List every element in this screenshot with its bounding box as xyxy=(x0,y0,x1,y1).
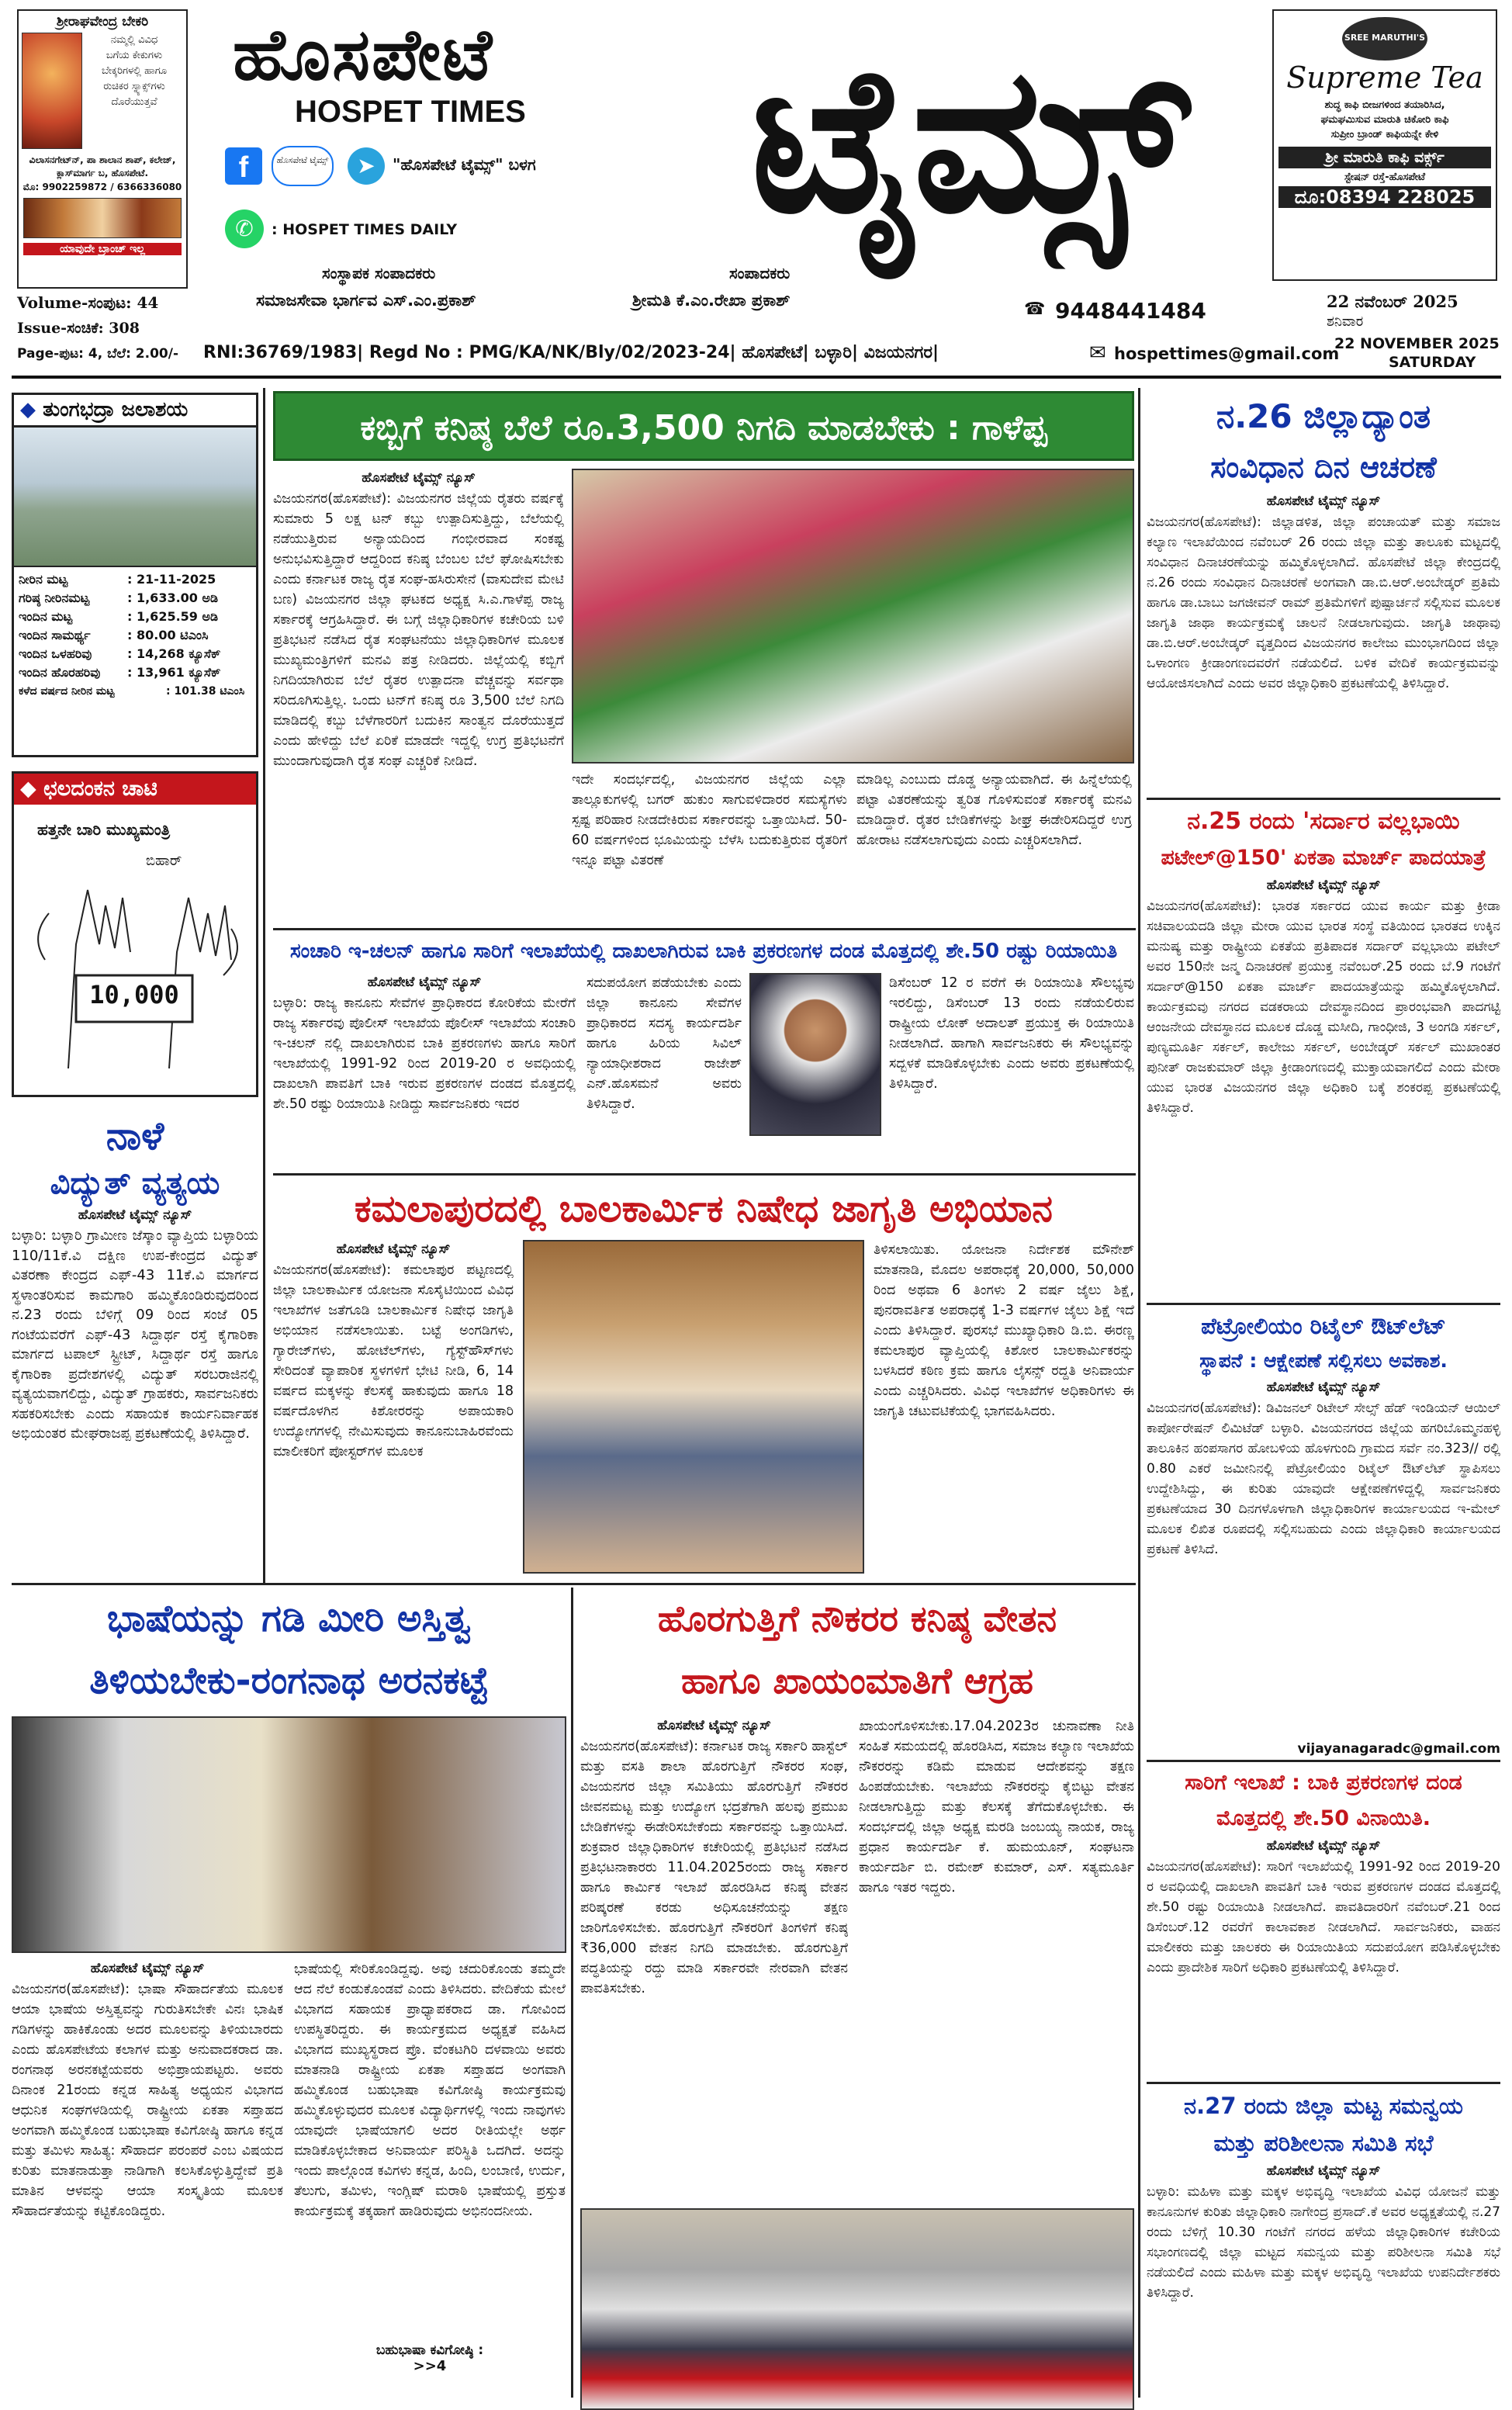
constitution-title-1: ನ.26 ಜಿಲ್ಲಾದ್ಯಾಂತ xyxy=(1216,397,1431,435)
constitution-body: ವಿಜಯನಗರ(ಹೊಸಪೇಟೆ): ಜಿಲ್ಲಾಡಳಿತ, ಜಿಲ್ಲಾ ಪಂಚಾಯತ್ ಮತ್ತು ಸಮಾಜ ಕಲ್ಯಾಣ ಇಲಾಖೆಯಿಂದ ನವೆಂಬರ್ 26 ರಂದು ಜಿಲ್ಲಾ ಮತ್ತು ತಾಲೂಕು ಮಟ್ಟದಲ್ಲಿ ಸಂವಿಧಾನ ದಿನಾಚರಣೆಯನ್ನು ಹಮ್ಮಿಕೊಳ್ಳಲಾಗಿದೆ. ಹೊಸಪೇಟೆ ಜಿಲ್ಲಾ ಕೇಂದ್ರದಲ್ಲಿ ನ.26 ರಂದು ಸಂವಿಧಾನ ದಿನಾಚರಣೆ ಅಂಗವಾಗಿ ಡಾ.ಬಿ.ಆರ್.ಅಂಬೇಡ್ಕರ್ ಪ್ರತಿಮೆ ಹಾಗೂ ಡಾ.ಬಾಬು ಜಗಜೀವನ್ ರಾಮ್ ಪ್ರತಿಮೆಗಳಿಗೆ ಪುಷ್ಪಾರ್ಚನೆ ಸಲ್ಲಿಸುವ ಮೂಲಕ ಜಾಗೃತಿ ಜಾಥಾ ಕಾರ್ಯಕ್ರಮಕ್ಕೆ ಚಾಲನೆ ನೀಡಲಾಗುವುದು. ಜಾಗೃತಿ ಜಾಥಾವು ಡಾ.ಬಿ.ಆರ್.ಅಂಬೇಡ್ಕರ್ ವೃತ್ತದಿಂದ ವಿಜಯನಗರ ಕಾಲೇಜು ಮುಂಭಾಗದಿಂದ ಜಿಲ್ಲಾ ಒಳಾಂಗಣ ಕ್ರೀಡಾಂಗಣದವರೆಗೆ ನಡೆಯಲಿದೆ. ಬಳಿಕ ವೇದಿಕೆ ಕಾರ್ಯಕ್ರಮವನ್ನು ಆಯೋಜಿಸಲಾಗಿದೆ ಎಂದು ಅವರ ಜಿಲ್ಲಾಧಿಕಾರಿ ಪ್ರಕಟಣೆಯಲ್ಲಿ ತಿಳಿಸಿದ್ದಾರೆ. xyxy=(1147,514,1500,691)
day-kannada: ಶನಿವಾರ xyxy=(1327,313,1364,330)
editor-name: ಶ್ರೀಮತಿ ಕೆ.ಎಂ.ರೇಖಾ ಪ್ರಕಾಶ್ xyxy=(632,291,791,310)
constitution-byline: ಹೊಸಪೇಟೆ ಟೈಮ್ಸ್ ನ್ಯೂಸ್ xyxy=(1266,493,1381,509)
child-article xyxy=(273,1178,1134,1589)
power-title-2: ವಿದ್ಯುತ್ ವ್ಯತ್ಯಯ xyxy=(50,1165,220,1201)
right-column xyxy=(1147,391,1500,2398)
cartoon-subcaption: ಬಿಹಾರ್ xyxy=(146,853,182,869)
whatsapp-icon[interactable]: ✆ xyxy=(225,209,264,248)
language-continued[interactable]: >>4 xyxy=(413,2358,447,2374)
judge-photo xyxy=(749,973,881,1136)
committee-body: ಬಳ್ಳಾರಿ: ಮಹಿಳಾ ಮತ್ತು ಮಕ್ಕಳ ಅಭಿವೃದ್ಧಿ ಇಲಾಖೆಯ ವಿವಿಧ ಯೋಜನೆ ಮತ್ತು ಕಾನೂನುಗಳ ಕುರಿತು ಜಿಲ್ಲಾಧಿಕಾರಿ ನಾಗೇಂದ್ರ ಪ್ರಸಾದ್.ಕೆ ಅವರ ಅಧ್ಯಕ್ಷತೆಯಲ್ಲಿ ನ.27 ರಂದು ಬೆಳಿಗ್ಗೆ 10.30 ಗಂಟೆಗೆ ನಗರದ ಹಳೆಯ ಜಿಲ್ಲಾಧಿಕಾರಿಗಳ ಕಚೇರಿಯ ಸಭಾಂಗಣದಲ್ಲಿ ಜಿಲ್ಲಾ ಮಟ್ಟದ ಸಮನ್ವಯ ಮತ್ತು ಪರಿಶೀಲನಾ ಸಮಿತಿ ಸಭೆ ನಡೆಯಲಿದೆ ಎಂದು ಮಹಿಳಾ ಮತ್ತು ಮಕ್ಕಳ ಅಭಿವೃದ್ಧಿ ಇಲಾಖೆಯ ಉಪನಿರ್ದೇಶಕರು ತಿಳಿಸಿದ್ದಾರೆ. xyxy=(1147,2184,1500,2301)
petrol-title-2: ಸ್ಥಾಪನೆ : ಆಕ್ಷೇಪಣೆ ಸಲ್ಲಿಸಲು ಅವಕಾಶ. xyxy=(1199,1349,1448,1372)
language-article xyxy=(12,1588,566,2394)
water-drop-icon: ◆ xyxy=(20,398,36,421)
date-kannada: 22 ನವೆಂಬರ್ 2025 xyxy=(1327,292,1458,311)
sardar-title-2: ಪಟೇಲ್@150' ಏಕತಾ ಮಾರ್ಚ್ ಪಾದಯಾತ್ರೆ xyxy=(1161,846,1486,870)
language-col1: ವಿಜಯನಗರ(ಹೊಸಪೇಟೆ): ಭಾಷಾ ಸೌಹಾರ್ದತೆಯ ಮೂಲಕ ಆಯಾ ಭಾಷೆಯ ಅಸ್ತಿತ್ವವನ್ನು ಗುರುತಿಸಬೇಕೇ ವಿನಃ ಭಾಷಿಕ ಗಡಿಗಳನ್ನು ಹಾಕಿಕೊಂಡು ಅದರ ಮೂಲವನ್ನು ತಿಳಿಯಬಾರದು ಎಂದು ಹೊಸಪೇಟೆಯ ಕಲಾಗಳ ಮತ್ತು ಅನುವಾದಕರಾದ ಡಾ. ರಂಗನಾಥ ಅರನಕಟ್ಟೆಯವರು ಅಭಿಪ್ರಾಯಪಟ್ಟರು. ಅವರು ದಿನಾಂಕ 21ರಂದು ಕನ್ನಡ ಸಾಹಿತ್ಯ ಅಧ್ಯಯನ ವಿಭಾಗದ ಆಧುನಿಕ ಸಂಘಗಳಡಿಯಲ್ಲಿ ರಾಷ್ಟ್ರೀಯ ಏಕತಾ ಸಪ್ತಾಹದ ಅಂಗವಾಗಿ ಹಮ್ಮಿಕೊಂಡ ಬಹುಭಾಷಾ ಕವಿಗೋಷ್ಠಿ ಹಾಗೂ ಕನ್ನಡ ಮತ್ತು ತಮಿಳು ಸಾಹಿತ್ಯ: ಸೌಹಾರ್ದ ಪರಂಪರೆ ಎಂಬ ವಿಷಯದ ಕುರಿತು ಮಾತನಾಡುತ್ತಾ ನಾಡಿಗಾಗಿ ಕಲಸಿಕೊಳ್ಳುತ್ತಿದ್ದೇವೆ ಪ್ರತಿ ಮಾತಿನ ಆಳವನ್ನು ಆಯಾ ಸಂಸ್ಕೃತಿಯ ಮೂಲಕ ಸೌಹಾರ್ದತೆಯನ್ನು ಕಟ್ಟಿಕೊಂಡಿದ್ದರು. xyxy=(12,1982,283,2219)
hr-3 xyxy=(12,1583,1136,1585)
tea-ad xyxy=(1272,9,1497,281)
outsource-headline-2: ಹಾಗೂ ಖಾಯಂಮಾತಿಗೆ ಆಗ್ರಹ xyxy=(681,1660,1033,1702)
tea-phone: ದೂ:08394 228025 xyxy=(1278,186,1491,208)
transport-title-1: ಸಾರಿಗೆ ಇಲಾಖೆ : ಬಾಕಿ ಪ್ರಕರಣಗಳ ದಂಡ xyxy=(1185,1771,1462,1795)
dam-row xyxy=(19,589,251,608)
cartoon-hands-illustration xyxy=(14,805,259,1084)
vdivider-bottom xyxy=(571,1588,573,2398)
bakery-footer: ಯಾವುದೇ ಬ್ರಾಂಚ್ ಇಲ್ಲ xyxy=(23,243,182,255)
founder-name: ಸಮಾಜಸೇವಾ ಭಾರ್ಗವ ಎಸ್.ಎಂ.ಪ್ರಕಾಶ್ xyxy=(256,291,476,310)
bakery-ad-title: ಶ್ರೀರಾಘವೇಂದ್ರ ಬೇಕರಿ xyxy=(56,14,149,29)
tea-brand: SREE MARUTHI'S xyxy=(1342,17,1427,61)
registration-line: RNI:36769/1983| Regd No : PMG/KA/NK/Bly/02/2023-24| ಹೊಸಪೇಟೆ| ಬಳ್ಳಾರಿ| ವಿಜಯನಗರ| xyxy=(203,343,939,362)
committee-byline: ಹೊಸಪೇಟೆ ಟೈಮ್ಸ್ ನ್ಯೂಸ್ xyxy=(1266,2163,1381,2179)
dam-row-label: ಇಂದಿನ ಒಳಹರಿವು xyxy=(19,646,92,661)
whatsapp-text: : HOSPET TIMES DAILY xyxy=(272,221,458,238)
editor-label: ಸಂಪಾದಕರು xyxy=(729,264,791,282)
traffic-col2: ಸದುಪಯೋಗ ಪಡೆಯಬೇಕು ಎಂದು ಜಿಲ್ಲಾ ಕಾನೂನು ಸೇವೆಗಳ ಪ್ರಾಧಿಕಾರದ ಸದಸ್ಯ ಕಾರ್ಯದರ್ಶಿ ಹಾಗೂ ಹಿರಿಯ ಸಿವಿಲ್ ನ್ಯಾಯಾಧೀಶರಾದ ರಾಜೇಶ್ ಎನ್.ಹೊಸಮನೆ ಅವರು ತಿಳಿಸಿದ್ದಾರೆ. xyxy=(586,975,742,1112)
dam-photo xyxy=(14,428,256,567)
traffic-col3: ಡಿಸೆಂಬರ್ 12 ರ ವರೆಗೆ ಈ ರಿಯಾಯಿತಿ ಸೌಲಭ್ಯವು ಇರಲಿದ್ದು, ಡಿಸೆಂಬರ್ 13 ರಂದು ನಡೆಯಲಿರುವ ರಾಷ್ಟ್ರೀಯ ಲೋಕ್ ಅದಾಲತ್ ಪ್ರಯುಕ್ತ ಈ ರಿಯಾಯಿತಿ ನೀಡಲಾಗಿದೆ. ಹಾಗಾಗಿ ಸಾರ್ವಜನಿಕರು ಈ ಸೌಲಭ್ಯವನ್ನು ಸದ್ಬಳಕೆ ಮಾಡಿಕೊಳ್ಳಬೇಕು ಎಂದು ಅವರು ಪ್ರಕಟಣೆಯಲ್ಲಿ ತಿಳಿಸಿದ್ದಾರೆ. xyxy=(889,975,1134,1092)
language-headline-1: ಭಾಷೆಯನ್ನು ಗಡಿ ಮೀರಿ ಅಸ್ತಿತ್ವ xyxy=(106,1597,472,1640)
dam-row-value: : 1,633.00 ಅಡಿ xyxy=(127,590,219,605)
dam-row-value: : 13,961 ಕ್ಯೂಸೆಕ್ xyxy=(127,665,221,680)
dam-row xyxy=(19,626,251,645)
petrol-title-1: ಪೆಟ್ರೋಲಿಯಂ ರಿಟೈಲ್ ಔಟ್‌ಲೆಟ್ xyxy=(1201,1313,1446,1339)
dam-row-value: : 14,268 ಕ್ಯೂಸೆಕ್ xyxy=(127,646,221,661)
bakery-line-4: ರುಚಿಕರ ಸ್ನ್ಯಾಕ್ಸ್‌ಗಳು ದೊರೆಯುತ್ತವೆ xyxy=(103,81,165,108)
language-col2: ಭಾಷೆಯಲ್ಲಿ ಸೇರಿಕೊಂಡಿದ್ದವು. ಅವು ಚದುರಿಕೊಂಡು ತಮ್ಮದೇ ಆದ ನೆಲೆ ಕಂಡುಕೊಂಡವೆ ಎಂದು ತಿಳಿಸಿದರು. ವೇದಿಕೆಯ ಮೇಲೆ ವಿಭಾಗದ ಸಹಾಯಕ ಪ್ರಾಧ್ಯಾಪಕರಾದ ಡಾ. ಗೋವಿಂದ ಉಪಸ್ಥಿತರಿದ್ದರು. ಈ ಕಾರ್ಯಕ್ರಮದ ಅಧ್ಯಕ್ಷತೆ ವಹಿಸಿದ ವಿಭಾಗದ ಮುಖ್ಯಸ್ಥರಾದ ಪ್ರೊ. ವೆಂಕಟಗಿರಿ ದಳವಾಯಿ ಅವರು ಮಾತನಾಡಿ ರಾಷ್ಟ್ರೀಯ ಏಕತಾ ಸಪ್ತಾಹದ ಅಂಗವಾಗಿ ಹಮ್ಮಿಕೊಂಡ ಬಹುಭಾಷಾ ಕವಿಗೋಷ್ಠಿ ಕಾರ್ಯಕ್ರಮವು ಹಮ್ಮಿಕೊಳ್ಳುವುದರ ಮೂಲಕ ವಿದ್ಯಾರ್ಥಿಗಳಲ್ಲಿ ಇಂದು ನಾವುಗಳು ಯಾವುದೇ ಭಾಷೆಯಾಗಲಿ ಅದರ ರೀತಿಯಲ್ಲೇ ಅರ್ಥ ಮಾಡಿಕೊಳ್ಳಬೇಕಾದ ಅನಿವಾರ್ಯ ಪರಿಸ್ಥಿತಿ ಒದಗಿದೆ. ಅದನ್ನು ಇಂದು ಪಾಲ್ಗೊಂಡ ಕವಿಗಳು ಕನ್ನಡ, ಹಿಂದಿ, ಲಂಬಾಣಿ, ಉರ್ದು, ತೆಲುಗು, ತಮಿಳು, ಇಂಗ್ಲಿಷ್ ಮರಾಠಿ ಭಾಷೆಯಲ್ಲಿ ಪ್ರಸ್ತುತ ಕಾರ್ಯಕ್ರಮಕ್ಕೆ ತಕ್ಕಹಾಗೆ ಹಾಡಿರುವುದು ಅಭಿನಂದನೀಯ. xyxy=(294,1962,566,2219)
hr-2 xyxy=(273,1173,1136,1176)
language-caption: ಬಹುಭಾಷಾ ಕವಿಗೋಷ್ಠಿ : xyxy=(375,2342,484,2358)
dam-row xyxy=(19,663,251,682)
phone-icon: ☎ xyxy=(1024,300,1046,319)
dam-box xyxy=(12,393,258,757)
telegram-text: "ಹೊಸಪೇಟೆ ಟೈಮ್ಸ್" ಬಳಗ xyxy=(393,155,536,174)
traffic-article xyxy=(273,934,1134,1175)
sardar-body: ವಿಜಯನಗರ(ಹೊಸಪೇಟೆ): ಭಾರತ ಸರ್ಕಾರದ ಯುವ ಕಾರ್ಯ ಮತ್ತು ಕ್ರೀಡಾ ಸಚಿವಾಲಯದಡಿ ಜಿಲ್ಲಾ ಮೇರಾ ಯುವ ಭಾರತ ಸಂಸ್ಥೆ ವತಿಯಿಂದ ಭಾರತದ ಉಕ್ಕಿನ ಮನುಷ್ಯ ಮತ್ತು ರಾಷ್ಟ್ರೀಯ ಏಕತೆಯ ಪ್ರತಿಪಾದಕ ಸರ್ದಾರ್ ವಲ್ಲಭಾಯಿ ಪಟೇಲ್ ಅವರ 150ನೇ ಜನ್ಮ ದಿನಾಚರಣೆ ಪ್ರಯುಕ್ತ ನವೆಂಬರ್.25 ರಂದು ಬೆ.9 ಗಂಟೆಗೆ ಸರ್ದಾರ್@150 ಏಕತಾ ಮಾರ್ಚ್ ಪಾದಯಾತ್ರೆಯನ್ನು ಹಮ್ಮಿಕೊಳ್ಳಲಾಗಿದೆ. ಕಾರ್ಯಕ್ರಮವು ನಗರದ ವಡಕರಾಯ ದೇವಸ್ಥಾನದಿಂದ ಪ್ರಾರಂಭವಾಗಿ ಪಾದಗಟ್ಟಿ ಆಂಜನೇಯ ದೇವಸ್ಥಾನದ ಮೂಲಕ ದೊಡ್ಡ ಮಸೀದಿ, ಗಾಂಧೀಜಿ, 3 ಅಂಗಡಿ ಸರ್ಕಲ್, ಪುಣ್ಯಮೂರ್ತಿ ಸರ್ಕಲ್, ಕಾಲೇಜು ಸರ್ಕಲ್, ಅಂಬೇಡ್ಕರ್ ಸರ್ಕಲ್ ಮುಖಾಂತರ ಪುನೀತ್ ರಾಜಕುಮಾರ್ ಜಿಲ್ಲಾ ಕ್ರೀಡಾಂಗಣದಲ್ಲಿ ಮುಕ್ತಾಯವಾಗಲಿದೆ ಎಂದು ಮೇರಾ ಯುವ ಭಾರತ ವಿಜಯನಗರ ಜಿಲ್ಲಾ ಅಧಿಕಾರಿ ಬಕ್ಕೆ ಶಂಕರಪ್ಪ ಪ್ರಕಟಣೆಯಲ್ಲಿ ತಿಳಿಸಿದ್ದಾರೆ. xyxy=(1147,899,1500,1116)
cartoon-placard: 10,000 xyxy=(89,980,179,1009)
dam-row-label: ಕಳೆದ ವರ್ಷದ ನೀರಿನ ಮಟ್ಟ xyxy=(19,685,115,698)
protest-photo xyxy=(572,469,1134,764)
outsource-headline-1: ಹೊರಗುತ್ತಿಗೆ ನೌಕರರ ಕನಿಷ್ಠ ವೇತನ xyxy=(657,1598,1057,1640)
cartoon-drawing xyxy=(14,805,256,1084)
left-divider xyxy=(263,388,265,1583)
dam-row xyxy=(19,682,251,701)
dam-row-label: ಗರಿಷ್ಠ ನೀರಿನಮಟ್ಟ xyxy=(19,590,90,605)
dam-row-label: ಇಂದಿನ ಸಾಮರ್ಥ್ಯ xyxy=(19,628,91,642)
social-label: ಹೊಸಪೇಟೆ ಟೈಮ್ಸ್ xyxy=(272,146,334,186)
language-photo xyxy=(12,1716,566,1953)
hr-r2 xyxy=(1147,1303,1500,1305)
child-photo xyxy=(523,1240,864,1574)
email[interactable]: hospettimes@gmail.com xyxy=(1114,345,1340,363)
dam-title xyxy=(14,395,256,428)
masthead xyxy=(0,0,1512,403)
dam-row-label: ಇಂದಿನ ಹೊರಹರಿವು xyxy=(19,665,101,680)
constitution-title-2: ಸಂವಿಧಾನ ದಿನ ಆಚರಣೆ xyxy=(1210,450,1437,484)
language-byline: ಹೊಸಪೇಟೆ ಟೈಮ್ಸ್ ನ್ಯೂಸ್ xyxy=(90,1961,205,1976)
transport-byline: ಹೊಸಪೇಟೆ ಟೈಮ್ಸ್ ನ್ಯೂಸ್ xyxy=(1266,1838,1381,1854)
date-english: 22 NOVEMBER 2025 xyxy=(1334,335,1500,352)
dam-row-value: : 21-11-2025 xyxy=(127,572,216,587)
tea-address: ಸ್ಟೇಷನ್ ರಸ್ತೆ-ಹೊಸಪೇಟೆ xyxy=(1344,171,1426,183)
dam-row xyxy=(19,570,251,589)
dam-row-value: : 101.38 ಟಿಎಂಸಿ xyxy=(166,685,245,698)
title-big: ಟೈಮ್ಸ್ xyxy=(750,21,1189,258)
transport-body: ವಿಜಯನಗರ(ಹೊಸಪೇಟೆ): ಸಾರಿಗೆ ಇಲಾಖೆಯಲ್ಲಿ 1991-92 ರಿಂದ 2019-20 ರ ಅವಧಿಯಲ್ಲಿ ದಾಖಲಾಗಿ ಪಾವತಿಗೆ ಬಾಕಿ ಇರುವ ಪ್ರಕರಣಗಳ ದಂಡದ ಮೊತ್ತದಲ್ಲಿ ಶೇ.50 ರಷ್ಟು ರಿಯಾಯಿತಿ ನೀಡಲಾಗಿದೆ. ಪಾವತಿದಾರರಿಗೆ ನವೆಂಬರ್.21 ರಿಂದ ಡಿಸೆಂಬರ್.12 ರವರೆಗೆ ಕಾಲಾವಕಾಶ ನೀಡಲಾಗಿದೆ. ಸಾರ್ವಜನಿಕರು, ವಾಹನ ಮಾಲೀಕರು ಮತ್ತು ಚಾಲಕರು ಈ ರಿಯಾಯಿತಿಯ ಸದುಪಯೋಗ ಪಡಿಸಿಕೊಳ್ಳಬೇಕು ಎಂದು ಪ್ರಾದೇಶಿಕ ಸಾರಿಗೆ ಅಧಿಕಾರಿ ಪ್ರಕಟಣೆಯಲ್ಲಿ ತಿಳಿಸಿದ್ದಾರೆ. xyxy=(1147,1859,1500,1975)
whip-icon: ◆ xyxy=(20,777,36,801)
petrol-body: ವಿಜಯನಗರ(ಹೊಸಪೇಟೆ): ಡಿವಿಜನಲ್ ರಿಟೇಲ್ ಸೇಲ್ಸ್ ಹೆಡ್ ಇಂಡಿಯನ್ ಆಯಿಲ್ ಕಾರ್ಪೋರೇಷನ್ ಲಿಮಿಟೆಡ್ ಬಳ್ಳಾರಿ. ವಿಜಯನಗರದ ಜಿಲ್ಲೆಯ ಹಗರಿಬೊಮ್ಮನಹಳ್ಳಿ ತಾಲೂಕಿನ ಹಂಪಸಾಗರ ಹೋಬಳಿಯ ಹೊಳಗುಂದಿ ಗ್ರಾಮದ ಸರ್ವೆ ನಂ.323// ರಲ್ಲಿ 0.80 ಎಕರೆ ಜಮೀನಿನಲ್ಲಿ ಪೆಟ್ರೋಲಿಯಂ ರಿಟೈಲ್ ಔಟ್‌ಲೆಟ್ ಸ್ಥಾಪಿಸಲು ಉದ್ದೇಶಿಸಿದ್ದು, ಈ ಕುರಿತು ಯಾವುದೇ ಆಕ್ಷೇಪಣೆಗಳಿದ್ದಲ್ಲಿ ಸಾರ್ವಜನಿಕರು ಪ್ರಕಟಣೆಯಾದ 30 ದಿನಗಳೊಳಗಾಗಿ ಜಿಲ್ಲಾಧಿಕಾರಿಗಳ ಕಾರ್ಯಾಲಯದ ಇ-ಮೇಲ್ ಮೂಲಕ ಲಿಖಿತ ರೂಪದಲ್ಲಿ ಸಲ್ಲಿಸಬಹುದು ಎಂದು ಜಿಲ್ಲಾಧಿಕಾರಿ ಕಾರ್ಯಾಲಯದ ಪ್ರಕಟಣೆ ತಿಳಿಸಿದೆ. xyxy=(1147,1401,1500,1557)
sardar-byline: ಹೊಸಪೇಟೆ ಟೈಮ್ಸ್ ನ್ಯೂಸ್ xyxy=(1266,878,1381,893)
founder-label: ಸಂಸ್ಥಾಪಕ ಸಂಪಾದಕರು xyxy=(322,264,436,282)
dam-row-value: : 80.00 ಟಿಎಂಸಿ xyxy=(127,628,209,642)
title-english: HOSPET TIMES xyxy=(295,95,526,129)
bakery-line-3: ಬೇಕ್ಕರಿಗಳಲ್ಲಿ ಹಾಗೂ xyxy=(101,65,168,77)
power-body: ಬಳ್ಳಾರಿ: ಬಳ್ಳಾರಿ ಗ್ರಾಮೀಣ ಜೆಸ್ಕಾಂ ವ್ಯಾಪ್ತಿಯ ಬಳ್ಳಾರಿಯ 110/11ಕೆ.ವಿ ದಕ್ಷಿಣ ಉಪ-ಕೇಂದ್ರದ ವಿದ್ಯುತ್ ವಿತರಣಾ ಕೇಂದ್ರದ ಎಫ್-43 11ಕೆ.ವಿ ಮಾರ್ಗದ ಸ್ಥಳಾಂತರಿಸುವ ಕಾಮಗಾರಿ ಹಮ್ಮಿಕೊಂಡಿರುವುದರಿಂದ ನ.23 ರಂದು ಬೆಳಿಗ್ಗೆ 09 ರಿಂದ ಸಂಜೆ 05 ಗಂಟೆಯವರೆಗೆ ಎಫ್-43 ಸಿದ್ದಾರ್ಥ ರಸ್ತೆ ಕೈಗಾರಿಕಾ ಮಾರ್ಗದ ಟಪಾಲ್ ಸ್ಟ್ರೀಟ್, ಸಿದ್ದಾರ್ಥ ರಸ್ತೆ ಹಾಗೂ ಕೈಗಾರಿಕಾ ಪ್ರದೇಶಗಳಲ್ಲಿ ವಿದ್ಯುತ್ ಸರಬರಾಜಿನಲ್ಲಿ ವ್ಯತ್ಯಯವಾಗಲಿದ್ದು, ವಿದ್ಯುತ್ ಗ್ರಾಹಕರು, ಸಾರ್ವಜನಿಕರು ಸಹಕರಿಸಬೇಕು ಎಂದು ಸಹಾಯಕ ಕಾರ್ಯನಿರ್ವಾಹಕ ಅಭಿಯಂತರ ಮೇಘರಾಜಪ್ಪ ಪ್ರಕಟಣೆಯಲ್ಲಿ ತಿಳಿಸಿದ್ದಾರೆ. xyxy=(12,1228,258,1442)
traffic-headline: ಸಂಚಾರಿ ಇ-ಚಲನ್ ಹಾಗೂ ಸಾರಿಗೆ ಇಲಾಖೆಯಲ್ಲಿ ದಾಖಲಾಗಿರುವ ಬಾಕಿ ಪ್ರಕರಣಗಳ ದಂಡ ಮೊತ್ತದಲ್ಲಿ ಶೇ.50 ರಷ್ಟು ರಿಯಾಯಿತಿ xyxy=(289,940,1118,963)
day-english: SATURDAY xyxy=(1389,354,1476,371)
power-byline: ಹೊಸಪೇಟೆ ಟೈಮ್ಸ್ ನ್ಯೂಸ್ xyxy=(78,1207,192,1223)
tea-works: ಶ್ರೀ ಮಾರುತಿ ಕಾಫಿ ವರ್ಕ್ಸ್ xyxy=(1278,147,1491,168)
bakery-ad xyxy=(17,9,188,289)
cartoon-box xyxy=(12,771,258,1097)
deity-image xyxy=(22,33,82,149)
petrol-email[interactable]: vijayanagaradc@gmail.com xyxy=(1297,1741,1500,1757)
tea-line-2: ಘಮಘಮಿಸುವ ಮಾರುತಿ ಚಿಕೋರಿ ಕಾಫಿ xyxy=(1320,114,1449,126)
bakery-phone: ಮೊ: 9902259872 / 6366336080 xyxy=(22,182,182,192)
dam-title-text: ತುಂಗಭದ್ರಾ ಜಲಾಶಯ xyxy=(43,398,189,421)
outsource-byline: ಹೊಸಪೇಟೆ ಟೈಮ್ಸ್ ನ್ಯೂಸ್ xyxy=(657,1718,771,1733)
hr-r3 xyxy=(1147,1760,1500,1762)
transport-title-2: ಮೊತ್ತದಲ್ಲಿ ಶೇ.50 ವಿನಾಯಿತಿ. xyxy=(1216,1806,1431,1830)
page-price: Page-ಪುಟ: 4, ಬೆಲೆ: 2.00/- xyxy=(17,346,179,362)
masthead-divider xyxy=(12,376,1501,379)
mail-icon: ✉ xyxy=(1089,341,1106,365)
power-article xyxy=(12,1111,258,1639)
outsource-photo xyxy=(580,2208,1134,2410)
phone-number: 9448441484 xyxy=(1055,298,1206,324)
dam-row xyxy=(19,645,251,663)
power-title-1: ನಾಳೆ xyxy=(106,1113,164,1158)
cane-headline: ಕಬ್ಬಿಗೆ ಕನಿಷ್ಠ ಬೆಲೆ ರೂ.3,500 ನಿಗದಿ ಮಾಡಬೇಕು : ಗಾಳೆಪ್ಪ xyxy=(273,391,1134,461)
traffic-byline: ಹೊಸಪೇಟೆ ಟೈಮ್ಸ್ ನ್ಯೂಸ್ xyxy=(367,975,482,990)
bakery-line-2: ಬಗೆಯ ಕೇಕುಗಳು xyxy=(106,50,163,61)
tea-title: Supreme Tea xyxy=(1286,61,1483,95)
petrol-byline: ಹೊಸಪೇಟೆ ಟೈಮ್ಸ್ ನ್ಯೂಸ್ xyxy=(1266,1380,1381,1395)
hr-r4 xyxy=(1147,2082,1500,2084)
volume: Volume-ಸಂಪುಟ: 44 xyxy=(17,293,159,312)
committee-title-1: ನ.27 ರಂದು ಜಿಲ್ಲಾ ಮಟ್ಟ ಸಮನ್ವಯ xyxy=(1184,2093,1463,2119)
dam-row-label: ಇಂದಿನ ಮಟ್ಟ xyxy=(19,609,73,624)
bakery-line-1: ನಮ್ಮಲ್ಲಿ ವಿವಿಧ xyxy=(110,34,158,46)
bakery-address: ವಿಲಾಸನಗೇಟ್‌ನ್, ಪಾ ಶಾಲಾನ ಶಾಪ್, ಕಲೇಜ್‌, ಕ್ಲಾಸ್‌ಮಾರ್ಗ ಬ, ಹೊಸಪೇಟೆ. xyxy=(29,154,176,178)
cartoon-title-text: ಛಲದಂಕನ ಚಾಟಿ xyxy=(43,777,157,801)
dam-row-label: ನೀರಿನ ಮಟ್ಟ xyxy=(19,572,68,587)
child-byline: ಹೊಸಪೇಟೆ ಟೈಮ್ಸ್ ನ್ಯೂಸ್ xyxy=(336,1241,451,1257)
dam-row-value: : 1,625.59 ಅಡಿ xyxy=(127,609,219,624)
tea-line-3: ಸುಪ್ರೀಂ ಬ್ರಾಂಡ್ ಕಾಫಿಯನ್ನೇ ಕೇಳಿ xyxy=(1330,129,1439,140)
outsource-col1: ವಿಜಯನಗರ(ಹೊಸಪೇಟೆ): ಕರ್ನಾಟಕ ರಾಜ್ಯ ಸರ್ಕಾರಿ ಹಾಸ್ಟೆಲ್ ಮತ್ತು ವಸತಿ ಶಾಲಾ ಹೊರಗುತ್ತಿಗೆ ನೌಕರರ ಸಂಘ, ವಿಜಯನಗರ ಜಿಲ್ಲಾ ಸಮಿತಿಯು ಹೊರಗುತ್ತಿಗೆ ನೌಕರರ ಜೀವನಮಟ್ಟ ಮತ್ತು ಉದ್ಯೋಗ ಭದ್ರತೆಗಾಗಿ ಹಲವು ಪ್ರಮುಖ ಬೇಡಿಕೆಗಳನ್ನು ಈಡೇರಿಸಬೇಕೆಂದು ಸರ್ಕಾರವನ್ನು ಒತ್ತಾಯಿಸಿದೆ. ಶುಕ್ರವಾರ ಜಿಲ್ಲಾಧಿಕಾರಿಗಳ ಕಚೇರಿಯಲ್ಲಿ ಪ್ರತಿಭಟನೆ ನಡೆಸಿದ ಪ್ರತಿಭಟನಾಕಾರರು 11.04.2025ರಂದು ರಾಜ್ಯ ಸರ್ಕಾರ ಹಾಗೂ ಕಾರ್ಮಿಕ ಇಲಾಖೆ ಹೊರಡಿಸಿದ ಕನಿಷ್ಠ ವೇತನ ಪರಿಷ್ಕರಣೆ ಕರಡು ಅಧಿಸೂಚನೆಯನ್ನು ತಕ್ಷಣ ಜಾರಿಗೊಳಿಸಬೇಕು. ಹೊರಗುತ್ತಿಗೆ ನೌಕರರಿಗೆ ತಿಂಗಳಿಗೆ ಕನಿಷ್ಠ ₹36,000 ವೇತನ ನಿಗದಿ ಮಾಡಬೇಕು. ಹೊರಗುತ್ತಿಗೆ ಪದ್ಧತಿಯನ್ನು ರದ್ದು ಮಾಡಿ ಸರ್ಕಾರವೇ ನೇರವಾಗಿ ವೇತನ ಪಾವತಿಸಬೇಕು. xyxy=(580,1739,848,1996)
issue: Issue-ಸಂಚಿಕೆ: 308 xyxy=(17,320,140,337)
cane-article xyxy=(273,391,1134,934)
outsource-article xyxy=(580,1588,1134,2394)
cartoon-caption: ಹತ್ತನೇ ಬಾರಿ ಮುಖ್ಯಮಂತ್ರಿ xyxy=(37,820,171,839)
cane-byline: ಹೊಸಪೇಟೆ ಟೈಮ್ಸ್ ನ್ಯೂಸ್ xyxy=(362,470,476,486)
facebook-icon[interactable]: f xyxy=(225,147,262,185)
dam-row xyxy=(19,608,251,626)
title-kannada: ಹೊಸಪೇಟೆ xyxy=(233,12,494,96)
right-divider xyxy=(1138,388,1140,2398)
tea-line-1: ಶುದ್ಧ ಕಾಫಿ ಬೀಜಗಳಿಂದ ತಯಾರಿಸಿದ, xyxy=(1324,99,1445,111)
cartoon-title xyxy=(14,774,256,805)
outsource-col2: ಖಾಯಂಗೊಳಿಸಬೇಕು.17.04.2023ರ ಚುನಾವಣಾ ನೀತಿ ಸಂಹಿತೆ ಸಮಯದಲ್ಲಿ ಹೊರಡಿಸಿದ, ಸಮಾಜ ಕಲ್ಯಾಣ ಇಲಾಖೆಯ ನೌಕರರನ್ನು ಕಡಿಮೆ ಮಾಡುವ ಆದೇಶವನ್ನು ತಕ್ಷಣ ಹಿಂಪಡೆಯಬೇಕು. ಇಲಾಖೆಯ ನೌಕರರನ್ನು ಕೈಬಿಟ್ಟು ವೇತನ ನೀಡಲಾಗುತ್ತಿದ್ದು ಮತ್ತು ಕೆಲಸಕ್ಕೆ ತೆಗೆದುಕೊಳ್ಳಬೇಕು. ಈ ಸಂದರ್ಭದಲ್ಲಿ ಜಿಲ್ಲಾ ಅಧ್ಯಕ್ಷ ಮರಡಿ ಜಂಬಯ್ಯ ನಾಯಕ, ರಾಜ್ಯ ಪ್ರಧಾನ ಕಾರ್ಯದರ್ಶಿ ಕೆ. ಹುಮಯೂನ್, ಸಂಘಟನಾ ಕಾರ್ಯದರ್ಶಿ ಬಿ. ರಮೇಶ್ ಕುಮಾರ್, ಎಸ್. ಸತ್ಯಮೂರ್ತಿ ಹಾಗೂ ಇತರ ಇದ್ದರು. xyxy=(859,1719,1134,1896)
child-col1: ವಿಜಯನಗರ(ಹೊಸಪೇಟೆ): ಕಮಲಾಪುರ ಪಟ್ಟಣದಲ್ಲಿ ಜಿಲ್ಲಾ ಬಾಲಕಾರ್ಮಿಕ ಯೋಜನಾ ಸೊಸೈಟಿಯಿಂದ ವಿವಿಧ ಇಲಾಖೆಗಳ ಜತೆಗೂಡಿ ಬಾಲಕಾರ್ಮಿಕ ನಿಷೇಧ ಜಾಗೃತಿ ಅಭಿಯಾನ ನಡೆಸಲಾಯಿತು. ಬಟ್ಟೆ ಅಂಗಡಿಗಳು, ಗ್ಯಾರೇಜ್‌ಗಳು, ಹೋಟೆಲ್‌ಗಳು, ಗ್ಯೆಸ್ಟ್‌ಹೌಸ್‌ಗಳು ಸೇರಿದಂತೆ ವ್ಯಾಪಾರಿಕ ಸ್ಥಳಗಳಿಗೆ ಭೇಟಿ ನೀಡಿ, 6, 14 ವರ್ಷದ ಮಕ್ಕಳನ್ನು ಕೆಲಸಕ್ಕೆ ಹಾಕುವುದು ಹಾಗೂ 18 ವರ್ಷದೊಳಗಿನ ಕಿಶೋರರನ್ನು ಅಪಾಯಕಾರಿ ಉದ್ಯೋಗಗಳಲ್ಲಿ ನೇಮಿಸುವುದು ಕಾನೂನುಬಾಹಿರವೆಂದು ಮಾಲೀಕರಿಗೆ ಪೋಸ್ಟರ್‌ಗಳ ಮೂಲಕ xyxy=(273,1262,514,1460)
sardar-title-1: ನ.25 ರಂದು 'ಸರ್ದಾರ ವಲ್ಲಭಾಯಿ xyxy=(1187,808,1460,835)
hr-1 xyxy=(273,928,1136,930)
child-headline: ಕಮಲಾಪುರದಲ್ಲಿ ಬಾಲಕಾರ್ಮಿಕ ನಿಷೇಧ ಜಾಗೃತಿ ಅಭಿಯಾನ xyxy=(355,1187,1053,1231)
cakes-image xyxy=(23,198,182,238)
cane-col1: ವಿಜಯನಗರ(ಹೊಸಪೇಟೆ): ವಿಜಯನಗರ ಜಿಲ್ಲೆಯ ರೈತರು ವರ್ಷಕ್ಕೆ ಸುಮಾರು 5 ಲಕ್ಷ ಟನ್ ಕಬ್ಬು ಉತ್ಪಾದಿಸುತ್ತಿದ್ದು, ಬೆಲೆಯಲ್ಲಿ ನಡೆಯುತ್ತಿರುವ ಅನ್ಯಾಯದಿಂದ ಗಂಭೀರವಾದ ಸಂಕಷ್ಟ ಅನುಭವಿಸುತ್ತಿದ್ದಾರೆ ಆದ್ದರಿಂದ ಕನಿಷ್ಠ ಬೆಂಬಲ ಬೆಲೆ ಘೋಷಿಸಬೇಕು ಎಂದು ಕರ್ನಾಟಕ ರಾಜ್ಯ ರೈತ ಸಂಘ-ಹಸಿರುಸೇನೆ (ವಾಸುದೇವ ಮೇಟಿ ಬಣ) ವಿಜಯನಗರ ಜಿಲ್ಲಾ ಘಟಕದ ಅಧ್ಯಕ್ಷ ಸಿ.ಎ.ಗಾಳೆಪ್ಪ ರಾಜ್ಯ ಸರ್ಕಾರಕ್ಕೆ ಆಗ್ರಹಿಸಿದ್ದಾರೆ. ಈ ಬಗ್ಗೆ ಜಿಲ್ಲಾಧಿಕಾರಿಗಳ ಕಚೇರಿಯ ಬಳಿ ಪ್ರತಿಭಟನೆ ನಡೆಸಿದ ರೈತ ಸಂಘಟನೆಯು ಜಿಲ್ಲಾಧಿಕಾರಿಗಳ ಮೂಲಕ ಮುಖ್ಯಮಂತ್ರಿಗಳಿಗೆ ಮನವಿ ಪತ್ರ ನೀಡಿದರು. ಜಿಲ್ಲೆಯಲ್ಲಿ ಕಬ್ಬಿಗೆ ನಿಗದಿಯಾಗಿರುವ ಬೆಲೆ ರೈತರ ಉತ್ಪಾದನಾ ವೆಚ್ಚವನ್ನು ಸರ್ವಥಾ ಸರಿದೂಗಿಸುತ್ತಿಲ್ಲ. ಒಂದು ಟನ್‌ಗೆ ಕನಿಷ್ಠ ರೂ 3,500 ಬೆಲೆ ನಿಗದಿ ಮಾಡಿದಲ್ಲಿ ಕಬ್ಬು ಬೆಳೆಗಾರರಿಗೆ ಬದುಕಿನ ಸಾಂತ್ವನ ದೊರೆಯುತ್ತದೆ ಎಂದು ಹೇಳಿದ್ದು ಬೆಲೆ ಏರಿಕೆ ಮಾಡದೇ ಇದ್ದಲ್ಲಿ ಉಗ್ರ ಪ್ರತಿಭಟನೆಗೆ ಮುಂದಾಗುವುದಾಗಿ ರೈತ ಸಂಘ ಎಚ್ಚರಿಕೆ ನೀಡಿದೆ. xyxy=(273,491,564,769)
cane-col3: ಮಾಡಿಲ್ಲ ಎಂಬುದು ದೊಡ್ಡ ಅನ್ಯಾಯವಾಗಿದೆ. ಈ ಹಿನ್ನೆಲೆಯಲ್ಲಿ ಪಟ್ಟಾ ವಿತರಣೆಯನ್ನು ತ್ವರಿತ ಗೊಳಿಸುವಂತೆ ಸರ್ಕಾರಕ್ಕೆ ಮನವಿ ಮಾಡಿದ್ದಾರೆ. ರೈತರ ಬೇಡಿಕೆಗಳನ್ನು ಶೀಘ್ರ ಈಡೇರಿಸದಿದ್ದರೆ ಉಗ್ರ ಹೋರಾಟ ನಡೆಸಲಾಗುವುದು ಎಂದು ಎಚ್ಚರಿಸಲಾಗಿದೆ. xyxy=(856,772,1132,848)
language-headline-2: ತಿಳಿಯಬೇಕು-ರಂಗನಾಥ ಅರನಕಟ್ಟೆ xyxy=(89,1659,489,1702)
traffic-col1: ಬಳ್ಳಾರಿ: ರಾಜ್ಯ ಕಾನೂನು ಸೇವೆಗಳ ಪ್ರಾಧಿಕಾರದ ಕೋರಿಕೆಯ ಮೇರೆಗೆ ರಾಜ್ಯ ಸರ್ಕಾರವು ಪೊಲೀಸ್ ಇಲಾಖೆಯ ಪೊಲೀಸ್ ಇಲಾಖೆಯ ಸಂಚಾರಿ ಇ-ಚಲನ್ ನಲ್ಲಿ ದಾಖಲಾಗಿರುವ ಬಾಕಿ ಪ್ರಕರಣಗಳು ಹಾಗೂ ಸಾರಿಗೆ ಇಲಾಖೆಯಲ್ಲಿ 1991-92 ರಿಂದ 2019-20 ರ ಅವಧಿಯಲ್ಲಿ ದಾಖಲಾಗಿ ಪಾವತಿಗೆ ಬಾಕಿ ಇರುವ ಪ್ರಕರಣಗಳ ದಂಡದ ಮೊತ್ತದಲ್ಲಿ ಶೇ.50 ರಷ್ಟು ರಿಯಾಯಿತಿ ನೀಡಿದ್ದು ಸಾರ್ವಜನಿಕರು ಇದರ xyxy=(273,996,576,1112)
cane-col2: ಇದೇ ಸಂದರ್ಭದಲ್ಲಿ, ವಿಜಯನಗರ ಜಿಲ್ಲೆಯ ಎಲ್ಲಾ ತಾಲ್ಲೂಕುಗಳಲ್ಲಿ ಬಗರ್ ಹುಕುಂ ಸಾಗುವಳಿದಾರರ ಸಮಸ್ಯೆಗಳು ಸ್ಪಷ್ಟ ಪರಿಹಾರ ನೀಡದೇಕಿರುವ ಸರ್ಕಾರವನ್ನು ಒತ್ತಾಯಿಸಿದೆ. 50-60 ವರ್ಷಗಳಿಂದ ಭೂಮಿಯನ್ನು ಬೆಳೆಸಿ ಬದುಕುತ್ತಿರುವ ರೈತರಿಗೆ ಇನ್ನೂ ಪಟ್ಟಾ ವಿತರಣೆ xyxy=(572,772,847,868)
hr-r1 xyxy=(1147,798,1500,800)
telegram-icon[interactable]: ➤ xyxy=(348,147,385,185)
committee-title-2: ಮತ್ತು ಪರಿಶೀಲನಾ ಸಮಿತಿ ಸಭೆ xyxy=(1213,2130,1434,2156)
child-col2: ತಿಳಿಸಲಾಯಿತು. ಯೋಜನಾ ನಿರ್ದೇಶಕ ಮೌನೇಶ್ ಮಾತನಾಡಿ, ಮೊದಲ ಅಪರಾಧಕ್ಕೆ 20,000, 50,000 ರಿಂದ ಅಥವಾ 6 ತಿಂಗಳು 2 ವರ್ಷ ಜೈಲು ಶಿಕ್ಷೆ, ಪುನರಾವರ್ತಿತ ಅಪರಾಧಕ್ಕೆ 1-3 ವರ್ಷಗಳ ಜೈಲು ಶಿಕ್ಷೆ ಇದೆ ಎಂದು ತಿಳಿಸಿದ್ದಾರೆ. ಪುರಸಭೆ ಮುಖ್ಯಾಧಿಕಾರಿ ಡಿ.ಬಿ. ಈರಣ್ಣ ಕಮಲಾಪುರ ವ್ಯಾಪ್ತಿಯಲ್ಲಿ ಕಿಶೋರ ಬಾಲಕಾರ್ಮಿಕರನ್ನು ಬಳಸಿದರೆ ಕಠಿಣ ಕ್ರಮ ಹಾಗೂ ಲೈಸನ್ಸ್ ರದ್ದತಿ ಅನಿವಾರ್ಯ ಎಂದು ಎಚ್ಚರಿಸಿದರು. ವಿವಿಧ ಇಲಾಖೆಗಳ ಅಧಿಕಾರಿಗಳು ಈ ಜಾಗೃತಿ ಚಟುವಟಿಕೆಯಲ್ಲಿ ಭಾಗವಹಿಸಿದರು. xyxy=(874,1242,1134,1419)
